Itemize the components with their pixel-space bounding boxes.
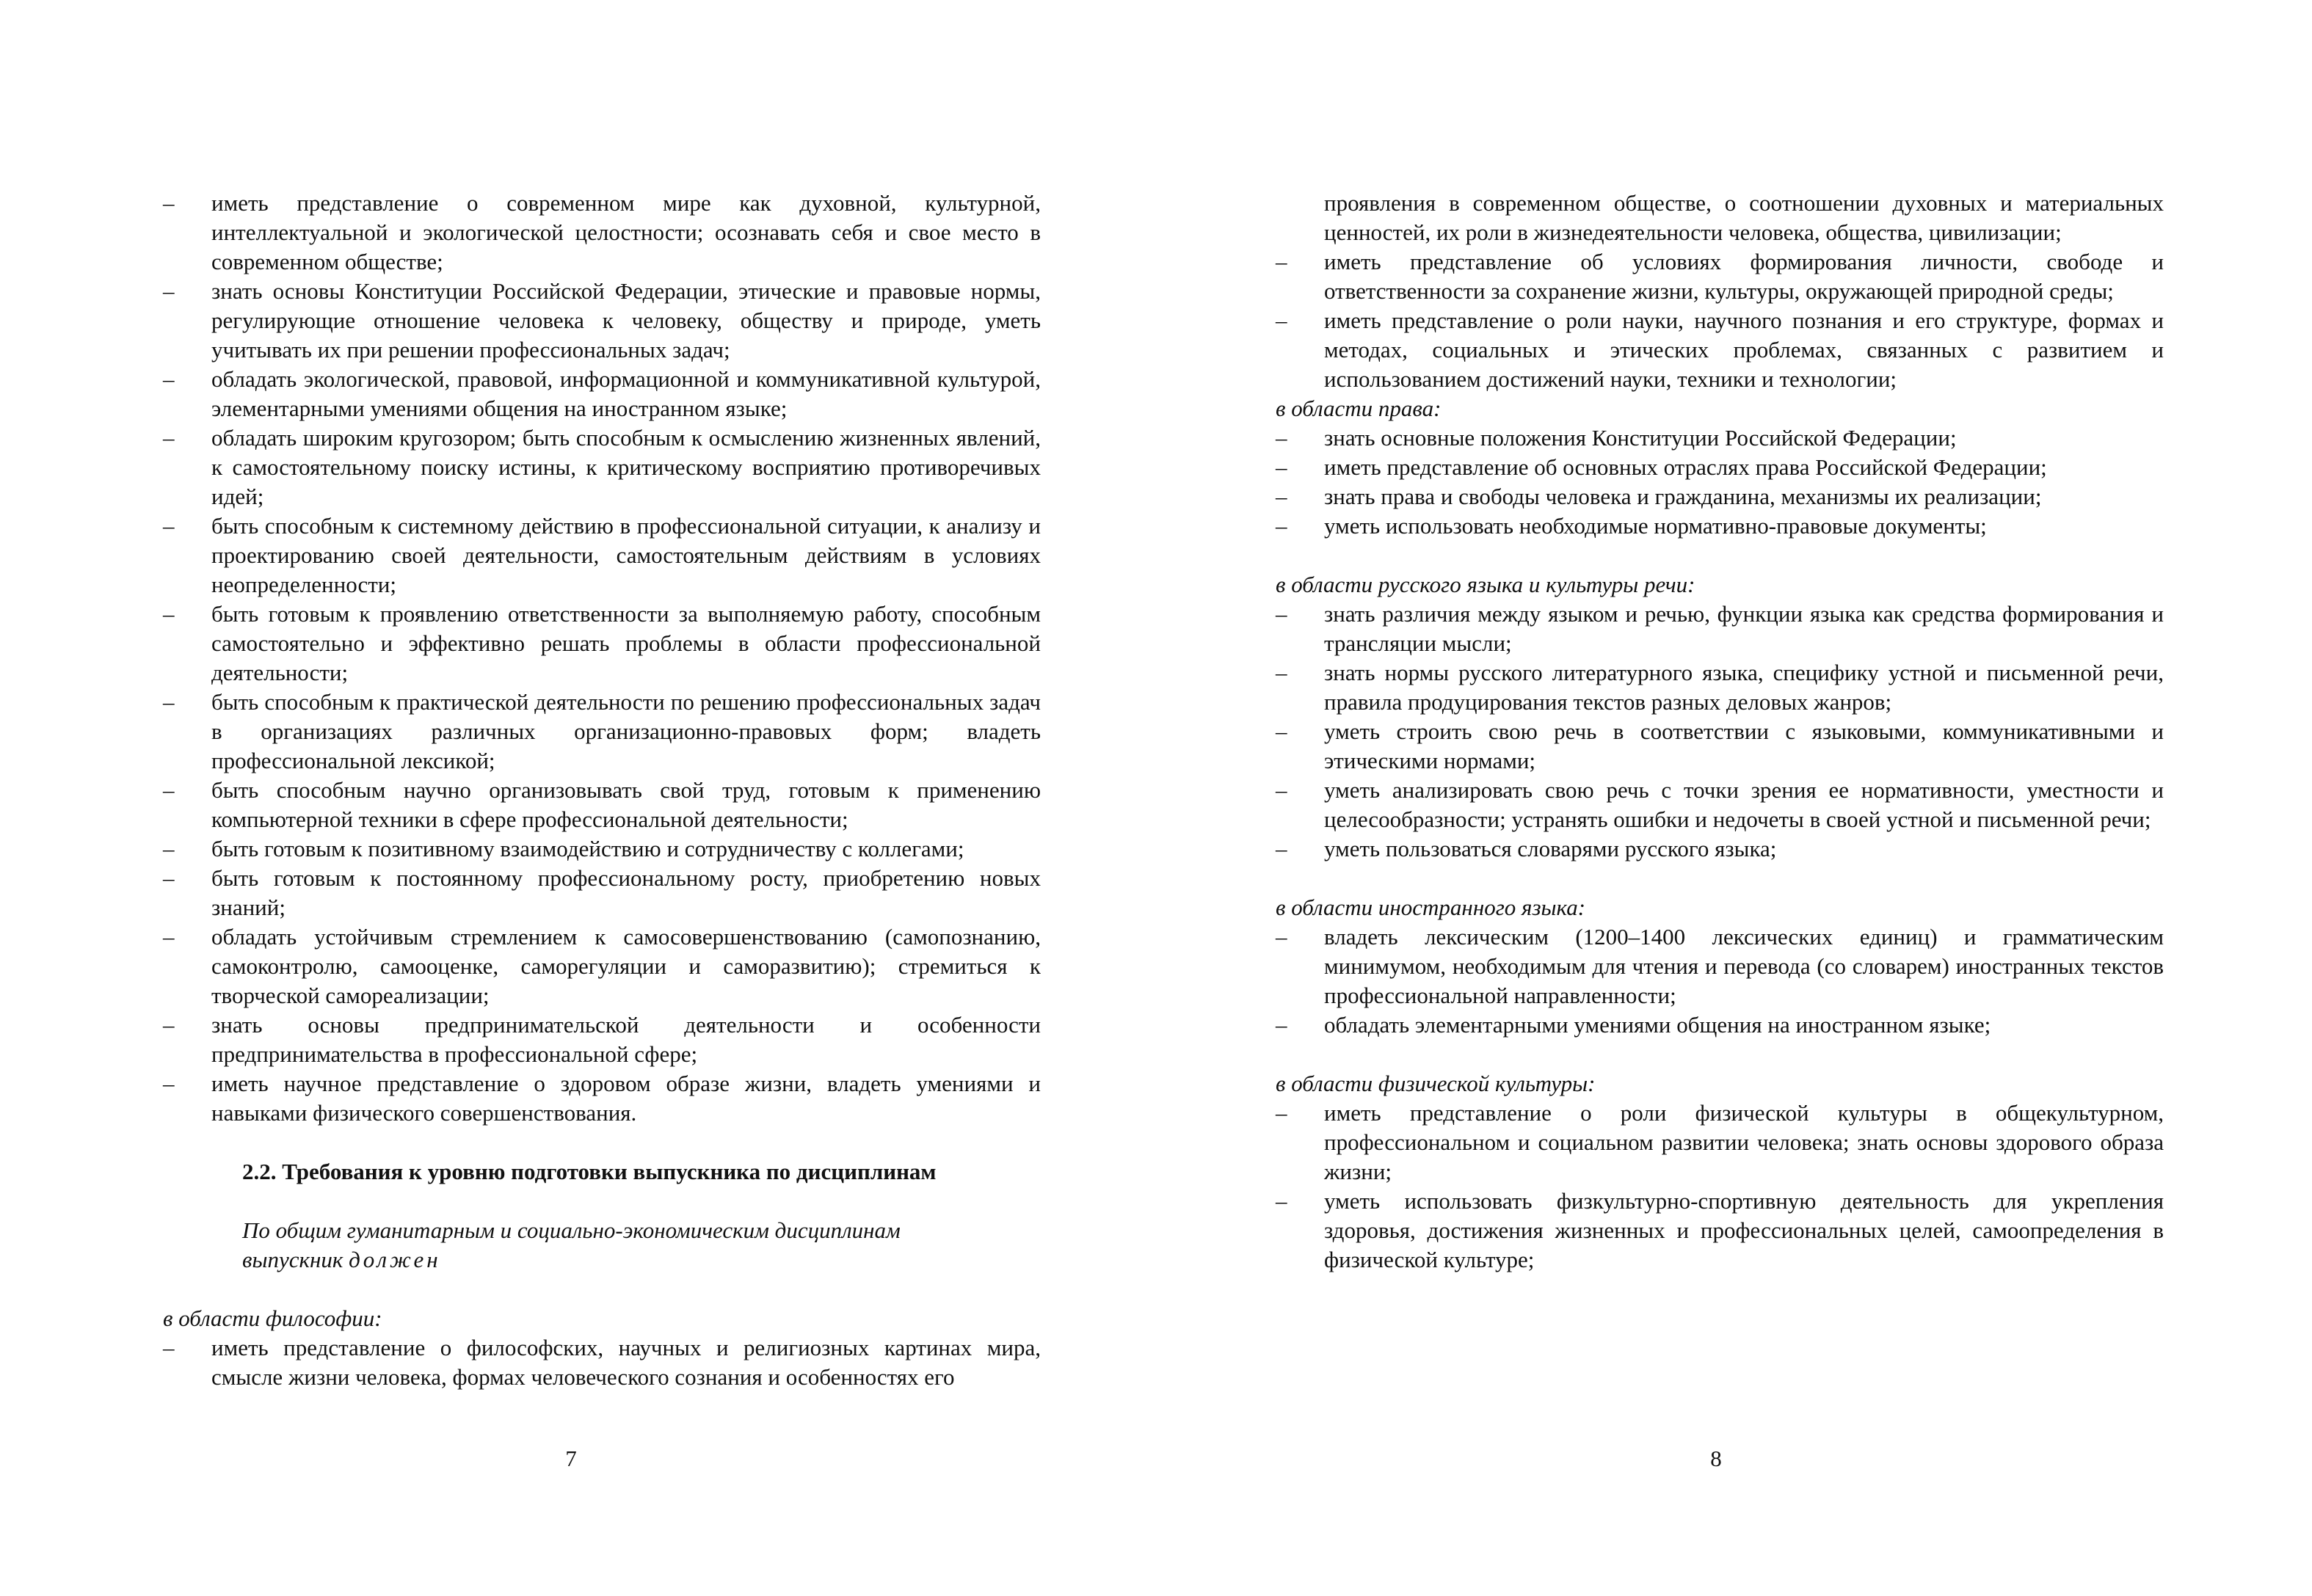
list-item-text: иметь представление о роли науки, научного познания и его структуре, формах и методах, социальных и этических проблемах, связанных с развитием и использованием достижений науки, техники и технологии; — [1324, 307, 2164, 392]
list-item-text: быть готовым к проявлению ответственности за выполняемую работу, способным самостоятельно и эффективно решать проблемы в области профессиональной деятельности; — [211, 601, 1041, 685]
list-item — [1276, 717, 2164, 776]
dash-bullet: – — [163, 1335, 175, 1360]
list-item — [163, 1010, 1041, 1069]
dash-bullet: – — [163, 836, 175, 861]
dash-bullet: – — [163, 425, 175, 451]
dash-bullet: – — [1276, 836, 1287, 861]
list-item-text: уметь использовать физкультурно-спортивную деятельность для укрепления здоровья, достижения жизненных и профессиональных целей, самоопределения в физической культуре; — [1324, 1188, 2164, 1272]
list-item-text: быть способным к системному действию в профессиональной ситуации, к анализу и проектированию своей деятельности, самостоятельным действиям в условиях неопределенности; — [211, 513, 1041, 597]
foreign-language-label: в области иностранного языка: — [1276, 894, 1586, 920]
dash-bullet: – — [163, 366, 175, 392]
list-item — [163, 1333, 1041, 1392]
dash-bullet: – — [163, 1071, 175, 1096]
list-item-text: быть способным к практической деятельности по решению профессиональных задач в организациях различных организационно-правовых форм; владеть профессиональной лексикой; — [211, 689, 1041, 773]
spacer — [163, 1128, 1041, 1157]
list-item — [1276, 482, 2164, 511]
page-number: 8 — [1710, 1446, 1722, 1471]
discipline-intro-line1: По общим гуманитарным и социально-экономическим дисциплинам — [242, 1217, 901, 1243]
spacer — [163, 1187, 1041, 1216]
list-item — [163, 688, 1041, 776]
list-item — [1276, 306, 2164, 394]
dash-bullet: – — [1276, 513, 1287, 539]
list-item-text: уметь строить свою речь в соответствии с языковыми, коммуникативными и этическими нормами; — [1324, 718, 2164, 773]
list-item-text: владеть лексическим (1200–1400 лексических единиц) и грамматическим минимумом, необходимым для чтения и перевода (со словарем) иностранных текстов профессиональной направленности; — [1324, 924, 2164, 1008]
right-page — [1156, 0, 2312, 1596]
list-item-text: знать основные положения Конституции Российской Федерации; — [1324, 425, 1957, 451]
dash-bullet: – — [1276, 1188, 1287, 1214]
dash-bullet: – — [1276, 660, 1287, 685]
list-item — [1276, 658, 2164, 717]
russian-language-label: в области русского языка и культуры речи: — [1276, 572, 1695, 597]
list-item — [163, 189, 1041, 277]
dash-bullet: – — [1276, 1100, 1287, 1126]
list-item-text: иметь представление об основных отраслях права Российской Федерации; — [1324, 454, 2047, 480]
dash-bullet: – — [163, 601, 175, 627]
dash-bullet: – — [1276, 307, 1287, 333]
list-item — [1276, 453, 2164, 482]
list-item — [163, 834, 1041, 864]
spacer — [1276, 864, 2164, 893]
list-item — [1276, 511, 2164, 541]
list-item-text: знать различия между языком и речью, функции языка как средства формирования и трансляции мысли; — [1324, 601, 2164, 656]
list-item — [163, 776, 1041, 834]
list-item — [163, 1069, 1041, 1128]
dash-bullet: – — [1276, 425, 1287, 451]
dash-bullet: – — [163, 924, 175, 950]
intro-prefix: выпускник — [242, 1247, 343, 1272]
list-item — [1276, 423, 2164, 453]
section-heading: 2.2. Требования к уровню подготовки выпускника по дисциплинам — [242, 1159, 937, 1184]
dash-bullet: – — [1276, 1012, 1287, 1038]
dash-bullet: – — [1276, 484, 1287, 509]
intro-spaced-word: должен — [349, 1247, 441, 1272]
dash-bullet: – — [1276, 777, 1287, 803]
list-item-text: уметь использовать необходимые нормативно-правовые документы; — [1324, 513, 1987, 539]
list-item-text: иметь представление о современном мире как духовной, культурной, интеллектуальной и экологической целостности; осознавать себя и свое место в современном обществе; — [211, 190, 1041, 274]
physical-culture-label: в области физической культуры: — [1276, 1071, 1596, 1096]
list-item-text: знать основы Конституции Российской Федерации, этические и правовые нормы, регулирующие отношение человека к человеку, обществу и природе, уметь учитывать их при решении профессиональных задач; — [211, 278, 1041, 362]
dash-bullet: – — [1276, 924, 1287, 950]
list-item-text: обладать широким кругозором; быть способным к осмыслению жизненных явлений, к самостоятельному поиску истины, к критическому восприятию противоречивых идей; — [211, 425, 1041, 509]
list-item — [1276, 776, 2164, 834]
dash-bullet: – — [163, 777, 175, 803]
dash-bullet: – — [163, 689, 175, 715]
left-page-text — [163, 189, 1041, 1392]
list-item-text: уметь пользоваться словарями русского языка; — [1324, 836, 1777, 861]
list-item — [163, 922, 1041, 1010]
list-item-text: иметь научное представление о здоровом образе жизни, владеть умениями и навыками физического совершенствования. — [211, 1071, 1041, 1126]
list-item — [1276, 247, 2164, 306]
list-item — [1276, 1187, 2164, 1275]
list-item-text: быть готовым к позитивному взаимодействию и сотрудничеству с коллегами; — [211, 836, 964, 861]
right-page-text — [1276, 189, 2164, 1275]
law-label: в области права: — [1276, 396, 1442, 421]
list-item-text: иметь представление о роли физической культуры в общекультурном, профессиональном и социальном развитии человека; знать основы здорового образа жизни; — [1324, 1100, 2164, 1184]
list-item — [163, 864, 1041, 922]
list-item-text: иметь представление об условиях формирования личности, свободе и ответственности за сохранение жизни, культуры, окружающей природной среды; — [1324, 249, 2164, 304]
list-item-text: иметь представление о философских, научных и религиозных картинах мира, смысле жизни человека, формах человеческого сознания и особенностях его — [211, 1335, 1041, 1390]
list-item — [163, 365, 1041, 423]
list-item — [1276, 834, 2164, 864]
list-item-text: знать права и свободы человека и гражданина, механизмы их реализации; — [1324, 484, 2042, 509]
dash-bullet: – — [163, 190, 175, 216]
list-item-text: обладать экологической, правовой, информационной и коммуникативной культурой, элементарными умениями общения на иностранном языке; — [211, 366, 1041, 421]
list-item-text: знать основы предпринимательской деятельности и особенности предпринимательства в профессиональной сфере; — [211, 1012, 1041, 1067]
list-item — [1276, 600, 2164, 658]
list-item — [1276, 922, 2164, 1010]
dash-bullet: – — [163, 513, 175, 539]
dash-bullet: – — [1276, 601, 1287, 627]
spacer — [1276, 541, 2164, 570]
spacer — [1276, 1040, 2164, 1069]
page-number: 7 — [565, 1446, 577, 1471]
dash-bullet: – — [163, 865, 175, 891]
spacer — [163, 1275, 1041, 1304]
list-item-text: уметь анализировать свою речь с точки зрения ее нормативности, уместности и целесообразности; устранять ошибки и недочеты в своей устной и письменной речи; — [1324, 777, 2164, 832]
philosophy-label: в области философии: — [163, 1305, 382, 1331]
list-item — [163, 511, 1041, 600]
dash-bullet: – — [1276, 718, 1287, 744]
list-item — [1276, 1098, 2164, 1187]
list-item-text: обладать элементарными умениями общения на иностранном языке; — [1324, 1012, 1991, 1038]
list-item-text: быть готовым к постоянному профессиональному росту, приобретению новых знаний; — [211, 865, 1041, 920]
list-item-text: быть способным научно организовывать свой труд, готовым к применению компьютерной техники в сфере профессиональной деятельности; — [211, 777, 1041, 832]
continued-text: проявления в современном обществе, о соотношении духовных и материальных ценностей, их роли в жизнедеятельности человека, общества, цивилизации; — [1324, 190, 2164, 245]
dash-bullet: – — [163, 278, 175, 304]
dash-bullet: – — [1276, 249, 1287, 274]
discipline-intro-line2 — [163, 1245, 1041, 1275]
dash-bullet: – — [1276, 454, 1287, 480]
list-item — [1276, 1010, 2164, 1040]
list-item — [163, 423, 1041, 511]
list-item-text: обладать устойчивым стремлением к самосовершенствованию (самопознанию, самоконтролю, самооценке, саморегуляции и саморазвитию); стремиться к творческой самореализации; — [211, 924, 1041, 1008]
list-item-text: знать нормы русского литературного языка, специфику устной и письменной речи, правила продуцирования текстов разных деловых жанров; — [1324, 660, 2164, 715]
dash-bullet: – — [163, 1012, 175, 1038]
list-item — [163, 600, 1041, 688]
list-item — [163, 277, 1041, 365]
